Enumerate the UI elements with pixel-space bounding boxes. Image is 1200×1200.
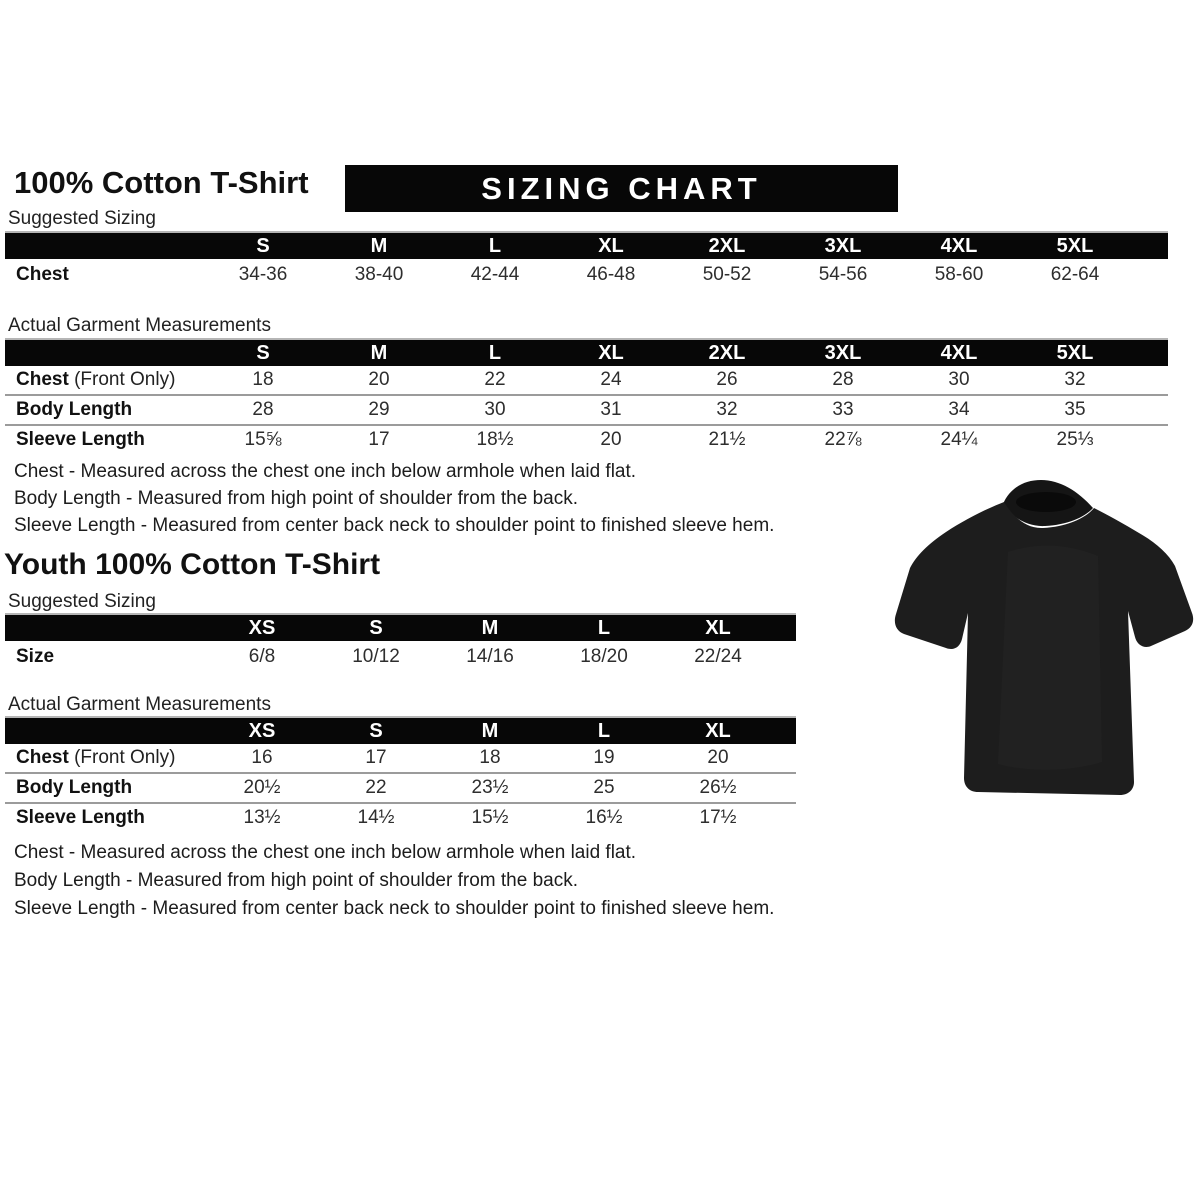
youth-chest-row bbox=[5, 744, 796, 772]
cell-value: 24¼ bbox=[940, 429, 978, 450]
adult-sleeve-length-row bbox=[5, 424, 1168, 454]
cell-value: 16½ bbox=[585, 807, 623, 828]
youth-body-length-row bbox=[5, 772, 796, 802]
col-header-4xl: 4XL bbox=[940, 341, 978, 364]
cell-value: 32 bbox=[716, 399, 738, 420]
row-label: Sleeve Length bbox=[16, 429, 145, 450]
youth-suggested-sizing-label: Suggested Sizing bbox=[8, 591, 156, 612]
col-header-xs: XS bbox=[248, 616, 276, 639]
cell-value: 28 bbox=[832, 369, 854, 390]
cell-value: 16 bbox=[251, 747, 273, 768]
cell-value: 32 bbox=[1064, 369, 1086, 390]
cell-value: 17 bbox=[368, 429, 390, 450]
cell-value: 54-56 bbox=[818, 263, 868, 285]
youth-sleeve-length-row bbox=[5, 802, 796, 832]
cell-value: 20 bbox=[707, 747, 729, 768]
cell-value: 19 bbox=[593, 747, 615, 768]
cell-value: 22⅞ bbox=[824, 429, 862, 450]
row-label: Body Length bbox=[16, 777, 133, 798]
youth-actual-measurements-label: Actual Garment Measurements bbox=[8, 694, 271, 715]
youth-suggested-sizing-table bbox=[5, 613, 796, 672]
cell-value: 24 bbox=[600, 369, 622, 390]
note-body-length: Body Length - Measured from high point of shoulder from the back. bbox=[14, 870, 578, 891]
row-label: Chest bbox=[16, 263, 69, 285]
cell-value: 18 bbox=[252, 369, 274, 390]
adult-body-length-row bbox=[5, 394, 1168, 424]
cell-value: 34 bbox=[948, 399, 970, 420]
youth-actual-measurements-table bbox=[5, 716, 796, 832]
row-label: Body Length bbox=[16, 399, 133, 420]
note-sleeve-length: Sleeve Length - Measured from center back neck to shoulder point to finished sleeve hem. bbox=[14, 898, 775, 919]
youth-section-title: Youth 100% Cotton T-Shirt bbox=[4, 548, 381, 581]
adult-suggested-sizing-table bbox=[5, 231, 1168, 290]
cell-value: 29 bbox=[368, 399, 390, 420]
col-header-3xl: 3XL bbox=[824, 234, 862, 257]
cell-value: 58-60 bbox=[934, 263, 984, 285]
cell-value: 26 bbox=[716, 369, 738, 390]
adult-chest-range-row bbox=[5, 259, 1168, 290]
col-header-s: S bbox=[369, 616, 383, 639]
col-header-xl: XL bbox=[598, 341, 624, 364]
row-label: Size bbox=[16, 645, 55, 667]
row-label: Chest (Front Only) bbox=[16, 369, 176, 390]
col-header-3xl: 3XL bbox=[824, 341, 862, 364]
black-tshirt-image bbox=[888, 472, 1194, 812]
cell-value: 20 bbox=[600, 429, 622, 450]
col-header-xl: XL bbox=[705, 719, 731, 742]
col-header-2xl: 2XL bbox=[708, 341, 746, 364]
cell-value: 18 bbox=[479, 747, 501, 768]
tshirt-highlight bbox=[998, 546, 1102, 770]
cell-value: 38-40 bbox=[354, 263, 404, 285]
cell-value: 20½ bbox=[243, 777, 281, 798]
cell-value: 14/16 bbox=[466, 645, 514, 667]
cell-value: 15½ bbox=[471, 807, 509, 828]
cell-value: 15⅝ bbox=[244, 429, 282, 450]
col-header-l: L bbox=[597, 616, 611, 639]
cell-value: 50-52 bbox=[702, 263, 752, 285]
cell-value: 18/20 bbox=[580, 645, 628, 667]
cell-value: 33 bbox=[832, 399, 854, 420]
cell-value: 22/24 bbox=[694, 645, 742, 667]
note-body-length: Body Length - Measured from high point of shoulder from the back. bbox=[14, 488, 578, 509]
col-header-s: S bbox=[256, 234, 270, 257]
col-header-5xl: 5XL bbox=[1056, 341, 1094, 364]
cell-value: 22 bbox=[365, 777, 387, 798]
adult-actual-header-row bbox=[5, 338, 1168, 366]
cell-value: 18½ bbox=[476, 429, 514, 450]
cell-value: 42-44 bbox=[470, 263, 520, 285]
cell-value: 62-64 bbox=[1050, 263, 1100, 285]
col-header-m: M bbox=[370, 341, 388, 364]
row-label: Sleeve Length bbox=[16, 807, 145, 828]
sizing-chart-banner: SIZING CHART bbox=[345, 165, 898, 212]
tshirt-neck-opening bbox=[1016, 492, 1076, 512]
col-header-xs: XS bbox=[248, 719, 276, 742]
note-chest: Chest - Measured across the chest one inch below armhole when laid flat. bbox=[14, 842, 637, 863]
col-header-s: S bbox=[369, 719, 383, 742]
adult-measurement-notes bbox=[14, 461, 774, 542]
cell-value: 35 bbox=[1064, 399, 1086, 420]
adult-chest-row bbox=[5, 366, 1168, 394]
col-header-s: S bbox=[256, 341, 270, 364]
cell-value: 6/8 bbox=[248, 645, 276, 667]
youth-actual-header-row bbox=[5, 716, 796, 744]
youth-size-row bbox=[5, 641, 796, 672]
note-chest: Chest - Measured across the chest one inch below armhole when laid flat. bbox=[14, 461, 637, 482]
adult-actual-measurements-table bbox=[5, 338, 1168, 454]
cell-value: 20 bbox=[368, 369, 390, 390]
adult-actual-measurements-label: Actual Garment Measurements bbox=[8, 315, 271, 336]
col-header-m: M bbox=[370, 234, 388, 257]
col-header-l: L bbox=[597, 719, 611, 742]
col-header-m: M bbox=[481, 616, 499, 639]
col-header-m: M bbox=[481, 719, 499, 742]
cell-value: 25⅓ bbox=[1056, 429, 1094, 450]
cell-value: 30 bbox=[948, 369, 970, 390]
cell-value: 21½ bbox=[708, 429, 746, 450]
cell-value: 10/12 bbox=[352, 645, 400, 667]
cell-value: 28 bbox=[252, 399, 274, 420]
row-label: Chest (Front Only) bbox=[16, 747, 176, 768]
col-header-l: L bbox=[488, 341, 502, 364]
cell-value: 14½ bbox=[357, 807, 395, 828]
col-header-4xl: 4XL bbox=[940, 234, 978, 257]
cell-value: 46-48 bbox=[586, 263, 636, 285]
cell-value: 34-36 bbox=[238, 263, 288, 285]
col-header-2xl: 2XL bbox=[708, 234, 746, 257]
note-sleeve-length: Sleeve Length - Measured from center back neck to shoulder point to finished sleeve hem. bbox=[14, 515, 775, 536]
page-title: 100% Cotton T-Shirt bbox=[14, 165, 309, 200]
cell-value: 30 bbox=[484, 399, 506, 420]
youth-suggested-header-row bbox=[5, 613, 796, 641]
cell-value: 17 bbox=[365, 747, 387, 768]
adult-suggested-sizing-label: Suggested Sizing bbox=[8, 208, 156, 229]
adult-suggested-header-row bbox=[5, 231, 1168, 259]
col-header-l: L bbox=[488, 234, 502, 257]
cell-value: 23½ bbox=[471, 777, 509, 798]
cell-value: 26½ bbox=[699, 777, 737, 798]
cell-value: 22 bbox=[484, 369, 506, 390]
col-header-xl: XL bbox=[705, 616, 731, 639]
cell-value: 13½ bbox=[243, 807, 281, 828]
cell-value: 17½ bbox=[699, 807, 737, 828]
youth-measurement-notes bbox=[14, 842, 774, 926]
cell-value: 31 bbox=[600, 399, 622, 420]
col-header-5xl: 5XL bbox=[1056, 234, 1094, 257]
cell-value: 25 bbox=[593, 777, 615, 798]
col-header-xl: XL bbox=[598, 234, 624, 257]
